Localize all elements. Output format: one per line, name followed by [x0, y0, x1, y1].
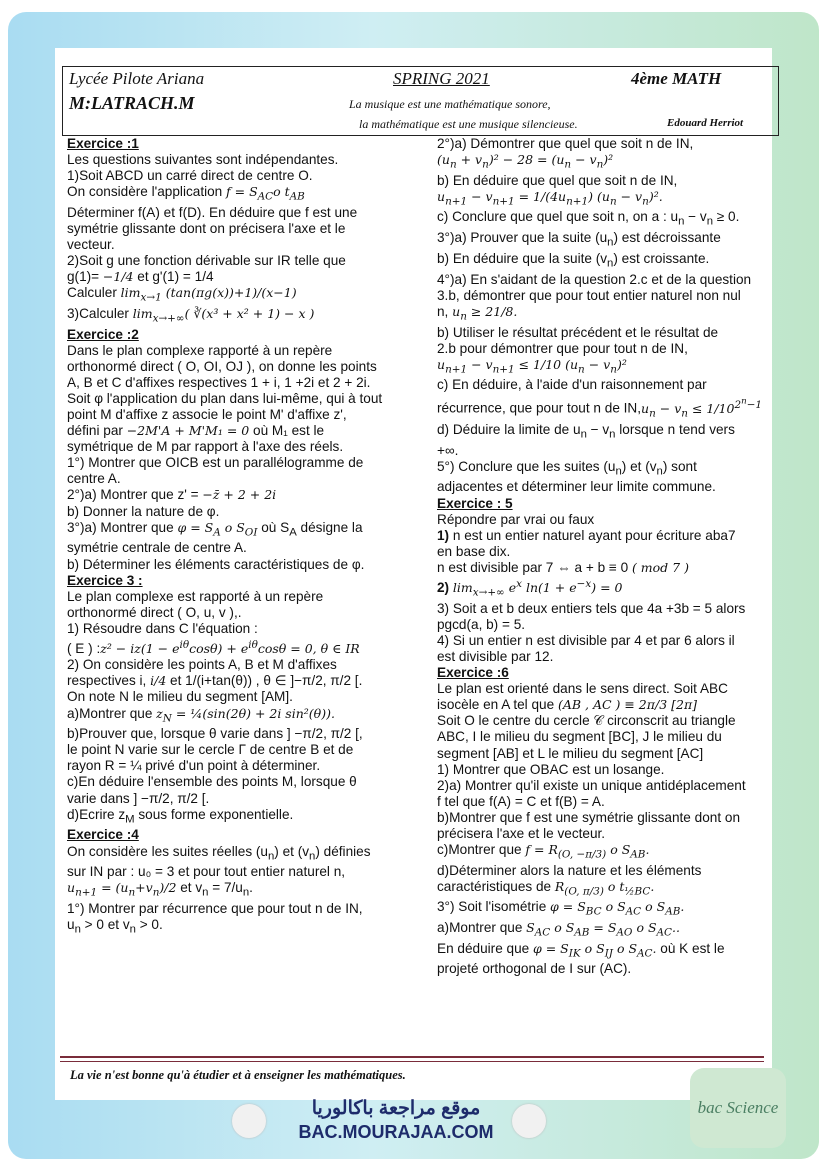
session-label: SPRING 2021 [393, 69, 490, 88]
math-line: défini par −2M'A + M'M₁ = 0 où M₁ est le [67, 423, 325, 439]
math-line: En déduire que $\varphi = S_{IK}$ o $S_{IJ}$ o $S_{AC}$. où K est le [437, 940, 725, 960]
text-line: 2°)a) Démontrer que quel que soit n de IN, [437, 136, 694, 151]
text-line: 2.b pour démontrer que pour tout n de IN, [437, 340, 688, 356]
math-line: Calculer $\lim_{x\to 1} (\tan(\pi g(x))+1)/(x-1)$ [67, 285, 297, 304]
text-line: Les questions suivantes sont indépendantes. [67, 152, 339, 168]
text-line: Soit φ l'application du plan dans lui-même, qui à tout [67, 390, 383, 406]
text-line: b) Utiliser le résultat précédent et le résultat de [437, 324, 719, 340]
math-line: caractéristiques de $R_{(O, \pi/3)}$ o $t_{\frac{1}{2}BC}$. [437, 878, 655, 898]
right-column [437, 136, 777, 977]
footer-rule-thin [60, 1061, 764, 1062]
math-line: c)Montrer que $f = R_{(O, -\pi/3)}$ o $S_{AB}$. [437, 842, 650, 861]
text-line: sur IN par : u₀ = 3 et pour tout entier naturel n, [67, 864, 346, 880]
text-line: segment [AB] et L le milieu du segment [AC] [437, 745, 704, 761]
text-line: 3°)a) Prouver que la suite $(u_n)$ est décroissante [437, 230, 721, 249]
math-line: a)Montrer que $z_N$ = ¼(sin(2θ) + 2i sin²(θ)). [67, 705, 335, 725]
math-line: $u_{n+1} = (u_n+v_n)/2$ et $v_n = 7/u_n$. [67, 880, 253, 900]
text-line: projeté orthogonal de I sur (AC). [437, 961, 632, 977]
worksheet-header [62, 66, 779, 136]
text-line: symétrique de M par rapport à l'axe des réels. [67, 439, 344, 455]
text-line: Répondre par vrai ou faux [437, 511, 595, 527]
text-line: 1)Soit ABCD un carré direct de centre O. [67, 168, 313, 184]
text-line: 2)a) Montrer qu'il existe un unique antidéplacement [437, 777, 746, 793]
site-arabic-name: موقع مراجعة باكالوريا [311, 1098, 481, 1119]
text-line: symétrie centrale de centre A. [67, 540, 247, 556]
text-line: On considère les suites réelles $(u_n)$ et $(v_n)$ définies [67, 843, 371, 863]
text-line: Le plan complexe est rapporté à un repère [67, 588, 324, 604]
text-line: Le plan est orienté dans le sens direct. Soit ABC [437, 681, 728, 697]
text-line: d)Ecrire $z_M$ sous forme exponentielle. [67, 806, 294, 826]
text-line: point M d'affixe z associe le point M' d'affixe z', [67, 407, 347, 422]
text-line: b)Montrer que f est une symétrie glissante dont on [437, 809, 740, 825]
text-line: d) Déduire la limite de $u_n - v_n$ lorsque n tend vers [437, 421, 735, 441]
text-line: d)Déterminer alors la nature et les éléments [437, 862, 702, 878]
math-line: 2) $\lim_{x\to+\infty} e^x$ $\ln(1 + e^{-x}) = 0$ [437, 577, 623, 599]
text-line: 2) On considère les points A, B et M d'affixes [67, 657, 337, 673]
math-line: On considère l'application $f = S_{AC}o$ $t_{AB}$ [67, 184, 305, 203]
text-line: 1) Résoudre dans C l'équation : [67, 620, 258, 636]
text-line: b) En déduire que la suite $(v_n)$ est croissante. [437, 251, 710, 270]
text-line: Soit O le centre du cercle 𝒞 circonscrit au triangle [437, 713, 736, 729]
bac-science-badge: bac Science [690, 1068, 786, 1148]
text-line: b) Donner la nature de φ. [67, 503, 220, 519]
text-line: varie dans ] −π/2, π/2 [. [67, 790, 210, 806]
site-url[interactable]: BAC.MOURAJAA.COM [298, 1122, 494, 1142]
text-line: b) Déterminer les éléments caractéristiques de φ. [67, 556, 365, 572]
text-line: le point N varie sur le cercle Γ de centre B et de [67, 742, 354, 758]
text-line: 1°) Montrer que OICB est un parallélogramme de [67, 455, 364, 471]
math-line: ( E ) :z² − $iz(1 - e^{i\theta}\cos\theta) + e^{i\theta}\cos\theta = 0$, θ ∈ IR [67, 639, 360, 657]
quote-author: Edouard Herriot [667, 117, 744, 129]
exercise-title: Exercice :6 [437, 665, 509, 681]
text-line: 1°) Montrer par récurrence que pour tout n de IN, [67, 901, 363, 917]
text-line: On note N le milieu du segment [AM]. [67, 689, 293, 705]
text-line: 3) Soit a et b deux entiers tels que 4a +3b = 5 alors [437, 600, 746, 616]
left-column [67, 136, 413, 938]
logo-icon-right [512, 1104, 546, 1138]
text-line: c)En déduire l'ensemble des points M, lorsque θ [67, 774, 357, 790]
text-line: b)Prouver que, lorsque θ varie dans ] −π/2, π/2 [, [67, 726, 363, 742]
text-line: ABC, I le milieu du segment [BC], J le milieu du [437, 729, 722, 745]
text-line: symétrie glissante dont on précisera l'axe et le [67, 220, 346, 236]
text-line: c) Conclure que quel que soit n, on a : $u_n - v_n \ge 0$. [437, 209, 740, 229]
text-line: Déterminer f(A) et f(D). En déduire que f est une [67, 204, 358, 220]
text-line: A, B et C d'affixes respectives 1 + i, 1 +2i et 2 + 2i. [67, 374, 371, 390]
exercise-title: Exercice 3 : [67, 572, 143, 588]
text-line: orthonormé direct ( O, u, v ),. [67, 604, 242, 620]
text-line: 4) Si un entier n est divisible par 4 et par 6 alors il [437, 632, 735, 648]
quote-line-1: La musique est une mathématique sonore, [349, 97, 551, 111]
math-line: isocèle en A tel que (AB , AC ) ≡ 2π/3 [2π] [437, 697, 698, 713]
math-line: récurrence, que pour tout n de $IN,u_n - v_n \le 1/10^{2^n-1}$ [437, 396, 763, 420]
math-line: 3°) Soit l'isométrie $\varphi = S_{BC}$ o $S_{AC}$ o $S_{AB}$. [437, 899, 685, 918]
footer-rule [60, 1056, 764, 1058]
level-label: 4ème MATH [631, 69, 722, 88]
text-line: 4°)a) En s'aidant de la question 2.c et de la question [437, 271, 752, 287]
text-line: 3.b, démontrer que pour tout entier naturel non nul [437, 287, 741, 303]
text-line: 1) n est un entier naturel ayant pour écriture aba7 [437, 527, 736, 543]
school-name: Lycée Pilote Ariana [69, 69, 205, 88]
math-line: $u_{n+1} - v_{n+1} \le 1/10$ $(u_n - v_n)^2$ [437, 356, 627, 376]
text-line: f tel que f(A) = C et f(B) = A. [437, 793, 605, 809]
math-line: $u_{n+1} - v_{n+1} = 1/(4u_{n+1}) (u_n - v_n)^2$. [437, 188, 663, 208]
text-line: centre A. [67, 471, 121, 487]
text-line: $u_n > 0$ et $v_n > 0$. [67, 917, 163, 937]
text-line: c) En déduire, à l'aide d'un raisonnement par [437, 377, 707, 393]
text-line: rayon R = ¼ privé d'un point à déterminer. [67, 758, 321, 774]
math-line: respectives i, i/4 et 1/(i+tan(θ)) , θ ∈ ]−π/2, π/2 [. [67, 673, 363, 689]
text-line: précisera l'axe et le vecteur. [437, 826, 606, 842]
exercise-title: Exercice :2 [67, 326, 139, 342]
text-line: 5°) Conclure que les suites $(u_n)$ et $(v_n)$ sont [437, 458, 697, 478]
text-line: pgcd(a, b) = 5. [437, 616, 526, 632]
exercise-title: Exercice :4 [67, 827, 139, 843]
math-line: 2°)a) Montrer que z' = −z̄ + 2 + 2i [67, 487, 277, 503]
math-line: g(1)= −1/4 et g'(1) = 1/4 [67, 269, 214, 285]
math-line: 3°)a) Montrer que $\varphi = S_A$ o $S_{OI}$ où $S_A$ désigne la [67, 519, 363, 539]
math-line: a)Montrer que $S_{AC}$ o $S_{AB} = S_{AO}$ o $S_{AC}$.. [437, 920, 680, 939]
exercise-title: Exercice : 5 [437, 495, 513, 511]
logo-icon-left [232, 1104, 266, 1138]
text-line: en base dix. [437, 543, 511, 559]
footer-motto: La vie n'est bonne qu'à étudier et à enseigner les mathématiques. [70, 1068, 406, 1082]
text-line: est divisible par 12. [437, 649, 554, 664]
text-line: 1) Montrer que OBAC est un losange. [437, 761, 665, 777]
text-line: orthonormé direct ( O, OI, OJ ), on donne les points [67, 358, 377, 374]
quote-line-2: la mathématique est une musique silencieuse. [359, 117, 578, 131]
text-line: +∞. [437, 442, 459, 458]
site-brand[interactable] [286, 1097, 506, 1143]
exercise-title: Exercice :1 [67, 136, 139, 151]
text-line: adjacentes et déterminer leur limite commune. [437, 479, 716, 495]
math-line: 3)Calculer $\lim_{x\to+\infty}$( ∛(x³ + x² + 1) − x ) [67, 305, 315, 325]
text-line: vecteur. [67, 237, 115, 253]
teacher-name: M:LATRACH.M [69, 93, 195, 113]
math-line: n est divisible par 7 ⇔ a + b ≡ 0 ( mod 7 ) [437, 559, 689, 575]
text-line: 2)Soit g une fonction dérivable sur IR telle que [67, 253, 346, 269]
text-line: b) En déduire que quel que soit n de IN, [437, 172, 678, 188]
math-line: $(u_n + v_n)^2 - 28 = (u_n - v_n)^2$ [437, 152, 614, 171]
text-line: Dans le plan complexe rapporté à un repère [67, 342, 333, 358]
math-line: n, $u_n \ge 21/8$. [437, 304, 518, 323]
